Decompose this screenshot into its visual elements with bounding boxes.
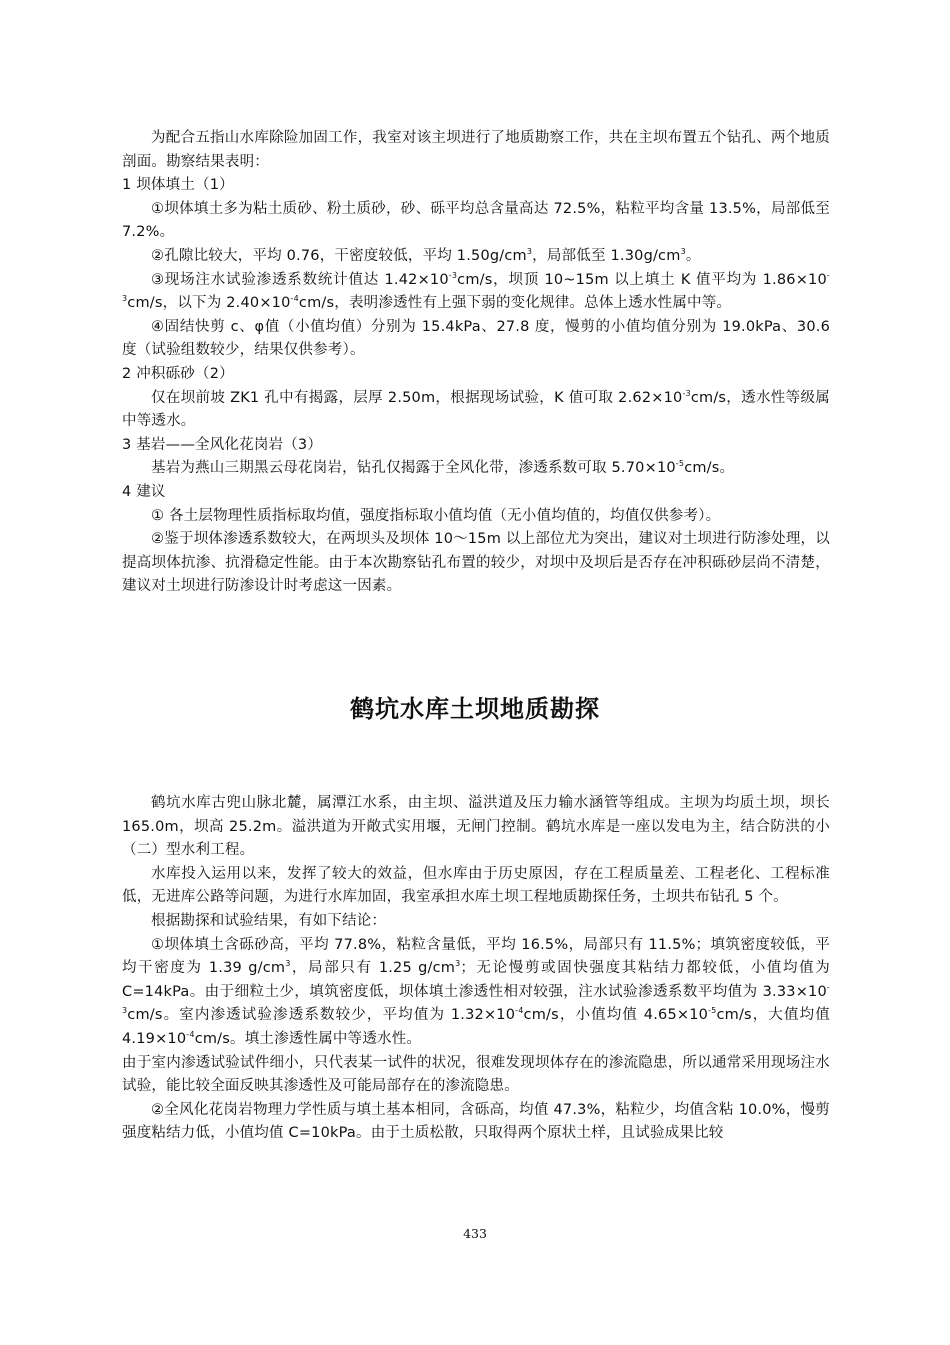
section-wuzhishan-findings — [122, 127, 830, 599]
paragraph-shear-strength: ④固结快剪 c、φ值（小值均值）分别为 15.4kPa、27.8 度，慢剪的小值均值分别为 19.0kPa、30.6 度（试验组数较少，结果仅供参考）。 — [122, 318, 830, 359]
paragraph-conclusions-intro: 根据勘探和试验结果，有如下结论： — [151, 912, 387, 929]
subheading-dam-fill: 1 坝体填土（1） — [122, 177, 234, 194]
paragraph-lab-test-note: 由于室内渗透试验试件细小，只代表某一试件的状况，很难发现坝体存在的渗流隐患，所以通常采用现场注水试验，能比较全面反映其渗透性及可能局部存在的渗流隐患。 — [122, 1054, 830, 1095]
paragraph-history: 水库投入运用以来，发挥了较大的效益，但水库由于历史原因，存在工程质量差、工程老化、工程标准低，无进库公路等问题，为进行水库加固，我室承担水库土坝工程地质勘探任务，土坝共布钻孔 5 个。 — [122, 865, 830, 906]
paragraph-recommendation-1: ① 各土层物理性质指标取均值，强度指标取小值均值（无小值均值的，均值仅供参考）。 — [151, 507, 721, 524]
paragraph-reservoir-overview: 鹤坑水库古兜山脉北麓，属潭江水系，由主坝、溢洪道及压力输水涵管等组成。主坝为均质土坝，坝长 165.0m，坝高 25.2m。溢洪道为开敞式实用堰，无闸门控制。鹤坑水库是一座以发电为主，结合防洪的小（二）型水利工程。 — [122, 795, 830, 859]
paragraph-weathered-granite: ②全风化花岗岩物理力学性质与填土基本相同，含砾高，均值 47.3%，粘粒少，均值含粘 10.0%，慢剪强度粘结力低，小值均值 C=10kPa。由于土质松散，只取得两个原状土样，且试验成果比较 — [122, 1101, 830, 1142]
paragraph-recommendation-2: ②鉴于坝体渗透系数较大，在两坝头及坝体 10～15m 以上部位尤为突出，建议对土坝进行防渗处理，以提高坝体抗渗、抗滑稳定性能。由于本次勘察钻孔布置的较少，对坝中及坝后是否存在冲积砾砂层尚不清楚，建议对土坝进行防渗设计时考虑这一因素。 — [122, 531, 830, 595]
paragraph-permeability: ③现场注水试验渗透系数统计值达 $1.42\times 10^{-3}cm/s$，坝顶 10~15m 以上填土 K 值平均为 $1.86\times 10^{-3}cm/s$，以下为 $2.40\times 10^{-4}cm/s$，表明渗透性有上强下弱的变化规律。总体上透水性属中等。 — [122, 270, 831, 312]
section-title: 鹤坑水库土坝地质勘探 — [350, 695, 600, 723]
paragraph-bedrock: 基岩为燕山三期黑云母花岗岩，钻孔仅揭露于全风化带，渗透系数可取 $5.70\times 10^{-5}cm/s$。 — [151, 459, 735, 477]
intro-paragraph: 为配合五指山水库除险加固工作，我室对该主坝进行了地质勘察工作，共在主坝布置五个钻孔、两个地质剖面。勘察结果表明： — [122, 130, 830, 170]
paragraph-alluvial-gravel: 仅在坝前坡 ZK1 孔中有揭露，层厚 2.50m，根据现场试验，K 值可取 $2.62\times 10^{-3}cm/s$，透水性等级属中等透水。 — [122, 388, 830, 430]
page-number: 433 — [463, 1226, 487, 1241]
paragraph-void-ratio: ②孔隙比较大，平均 0.76，干密度较低，平均 $1.50g/cm^3$，局部低至 $1.30g/cm^3$。 — [151, 246, 701, 264]
subheading-recommendations: 4 建议 — [122, 483, 166, 500]
section-hekeng-survey — [122, 792, 830, 1146]
subheading-alluvial-gravel: 2 冲积砾砂（2） — [122, 365, 234, 382]
paragraph-fill-composition: ①坝体填土多为粘土质砂、粉土质砂，砂、砾平均总含量高达 72.5%，粘粒平均含量 13.5%，局部低至 7.2%。 — [122, 200, 830, 241]
subheading-bedrock: 3 基岩——全风化花岗岩（3） — [122, 436, 323, 453]
paragraph-fill-results: ①坝体填土含砾砂高，平均 77.8%，粘粒含量低，平均 16.5%，局部只有 11.5%；填筑密度较低，平均干密度为 1.39 $g/cm^3$，局部只有 1.25 $g/cm^3$；无论慢剪或固快强度其粘结力都较低，小值均值为 C=14kPa。由于细粒土少，填筑密度低，坝体填土渗透性相对较强，注水试验渗透系数平均值为 $3.33\times 10^{-3}cm/s$。室内渗透试验渗透系数较少，平均值为 $1.32\times 10^{-4}cm/s$，小值均值 $4.65\times 10^{-5}cm/s$，大值均值 $4.19\times 10^{-4}cm/s$。填土渗透性属中等透水性。 — [122, 936, 831, 1047]
